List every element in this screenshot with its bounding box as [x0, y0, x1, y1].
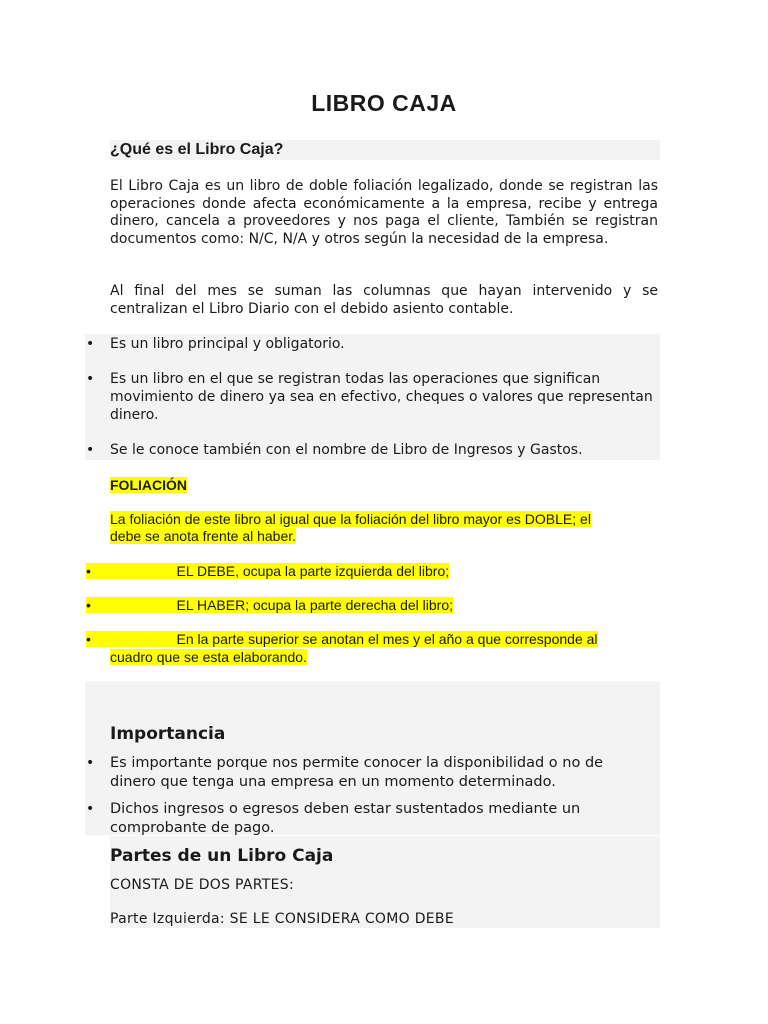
- paragraph-definition: El Libro Caja es un libro de doble foliación legalizado, donde se registran las operaciones donde afecta económicamente a la empresa, recibe y entrega dinero, cancela a proveedores y nos paga el cliente, También se registran documentos como: N/C, N/A y otros según la necesidad de la empresa.: [110, 178, 658, 247]
- list-item: Es un libro en el que se registran todas las operaciones que significan movimiento de dinero ya sea en efectivo, cheques o valores que representan dinero.: [110, 371, 653, 423]
- bullet-dot: •: [86, 442, 95, 458]
- list-item: Se le conoce también con el nombre de Libro de Ingresos y Gastos.: [110, 442, 583, 458]
- partes-line-izquierda: Parte Izquierda: SE LE CONSIDERA COMO DEBE: [110, 911, 454, 927]
- foliacion-item-debe: EL DEBE, ocupa la parte izquierda del libro;: [176, 563, 450, 579]
- bullet-dot: •: [86, 371, 95, 387]
- foliacion-text-line2: debe se anota frente al haber.: [110, 528, 297, 544]
- section-heading-partes: Partes de un Libro Caja: [110, 846, 334, 866]
- page-title: LIBRO CAJA: [311, 90, 457, 116]
- foliacion-text-line1: La foliación de este libro al igual que la foliación del libro mayor es DOBLE; el: [110, 511, 591, 527]
- list-item: Es importante porque nos permite conocer la disponibilidad o no de dinero que tenga una empresa en un momento determinado.: [110, 755, 604, 790]
- bullet-dot: •: [86, 597, 177, 613]
- paragraph-final-del-mes: Al final del mes se suman las columnas que hayan intervenido y se centralizan el Libro Diario con el debido asiento contable.: [110, 283, 658, 317]
- foliacion-item-superior-cont: cuadro que se esta elaborando.: [110, 649, 307, 665]
- bullet-dot: •: [86, 801, 95, 817]
- list-item: Es un libro principal y obligatorio.: [110, 336, 345, 352]
- section-heading-que-es: ¿Qué es el Libro Caja?: [110, 140, 660, 160]
- bullet-dot: •: [86, 336, 95, 352]
- bullet-dot: •: [86, 755, 95, 771]
- foliacion-heading: FOLIACIÓN: [110, 477, 187, 493]
- section-heading-importancia: Importancia: [110, 724, 226, 744]
- partes-line-consta: CONSTA DE DOS PARTES:: [110, 877, 294, 893]
- foliacion-item-haber: EL HABER; ocupa la parte derecha del libro;: [176, 597, 454, 613]
- list-item: Dichos ingresos o egresos deben estar sustentados mediante un comprobante de pago.: [110, 801, 581, 836]
- foliacion-item-superior: En la parte superior se anotan el mes y el año a que corresponde al: [176, 631, 598, 647]
- bullet-dot: •: [86, 563, 177, 579]
- bullet-dot: •: [86, 631, 177, 647]
